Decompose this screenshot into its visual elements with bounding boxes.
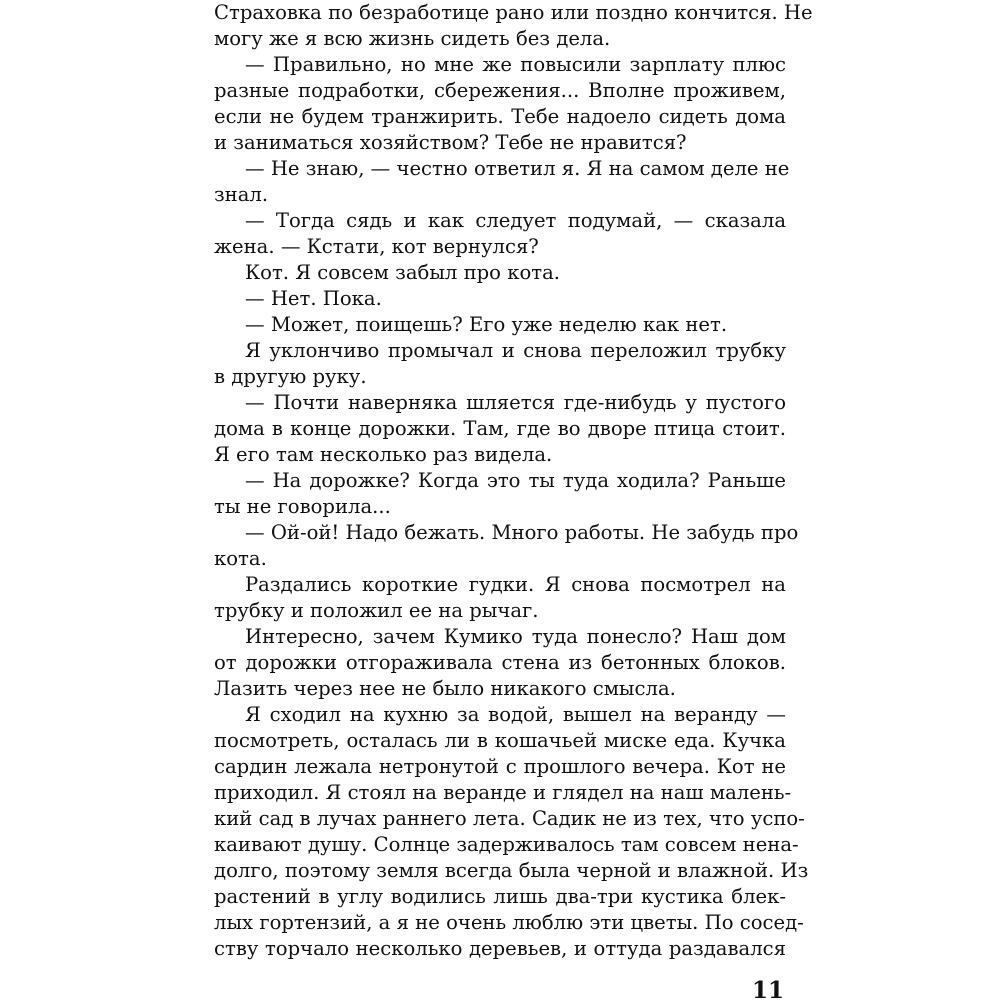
text-line: посмотреть, осталась ли в кошачьей миске еда. Кучка <box>214 729 786 752</box>
text-line: — Правильно, но мне же повысили зарплату плюс <box>245 53 786 76</box>
text-line: — Тогда сядь и как следует подумай, — сказала <box>245 209 786 232</box>
page-number: 11 <box>752 977 785 1004</box>
text-line: трубку и положил ее на рычаг. <box>214 599 539 622</box>
text-line: растений в углу водились лишь два-три кустика блек- <box>214 885 786 908</box>
text-line: каивают душу. Солнце задерживалось там совсем нена- <box>214 833 799 856</box>
text-line: — Может, поищешь? Его уже неделю как нет. <box>245 313 728 336</box>
text-line: Раздались короткие гудки. Я снова посмотрел на <box>245 573 786 596</box>
text-line: — На дорожке? Когда это ты туда ходила? Раньше <box>245 469 786 492</box>
text-line: — Не знаю, — честно ответил я. Я на самом деле не <box>245 157 790 180</box>
text-line: долго, поэтому земля всегда была черной и влажной. Из <box>214 859 809 882</box>
text-line: разные подработки, сбережения... Вполне проживем, <box>214 79 786 102</box>
text-line: дома в конце дорожки. Там, где во дворе птица стоит. <box>214 417 786 440</box>
text-line: жена. — Кстати, кот вернулся? <box>214 235 539 258</box>
text-line: кота. <box>214 547 267 570</box>
text-line: ты не говорила... <box>214 495 391 518</box>
text-line: Кот. Я совсем забыл про кота. <box>245 261 561 284</box>
text-line: — Почти наверняка шляется где-нибудь у пустого <box>245 391 786 414</box>
text-line: лых гортензий, а я не очень люблю эти цветы. По сосед- <box>214 911 804 934</box>
text-line: если не будем транжирить. Тебе надоело сидеть дома <box>214 105 786 128</box>
text-line: Страховка по безработице рано или поздно кончится. Не <box>214 1 813 24</box>
text-line: Я сходил на кухню за водой, вышел на веранду — <box>245 703 786 726</box>
text-line: Интересно, зачем Кумико туда понесло? Наш дом <box>245 625 786 648</box>
text-line: могу же я всю жизнь сидеть без дела. <box>214 27 611 50</box>
book-page <box>214 0 813 1000</box>
text-line: — Нет. Пока. <box>245 287 382 310</box>
text-line: Я уклончиво промычал и снова переложил трубку <box>245 339 786 362</box>
text-line: Я его там несколько раз видела. <box>214 443 553 466</box>
text-line: приходил. Я стоял на веранде и глядел на наш малень- <box>214 781 792 804</box>
text-line: от дорожки отгораживала стена из бетонных блоков. <box>214 651 786 674</box>
text-line: в другую руку. <box>214 365 367 388</box>
text-line: ству торчало несколько деревьев, и оттуда раздавался <box>214 937 786 960</box>
text-line: кий сад в лучах раннего лета. Садик не из тех, что успо- <box>214 807 805 830</box>
text-line: сардин лежала нетронутой с прошлого вечера. Кот не <box>214 755 786 778</box>
text-line: и заниматься хозяйством? Тебе не нравится? <box>214 131 687 154</box>
text-line: Лазить через нее не было никакого смысла. <box>214 677 676 700</box>
text-line: — Ой-ой! Надо бежать. Много работы. Не забудь про <box>245 521 799 544</box>
text-line: знал. <box>214 183 269 206</box>
